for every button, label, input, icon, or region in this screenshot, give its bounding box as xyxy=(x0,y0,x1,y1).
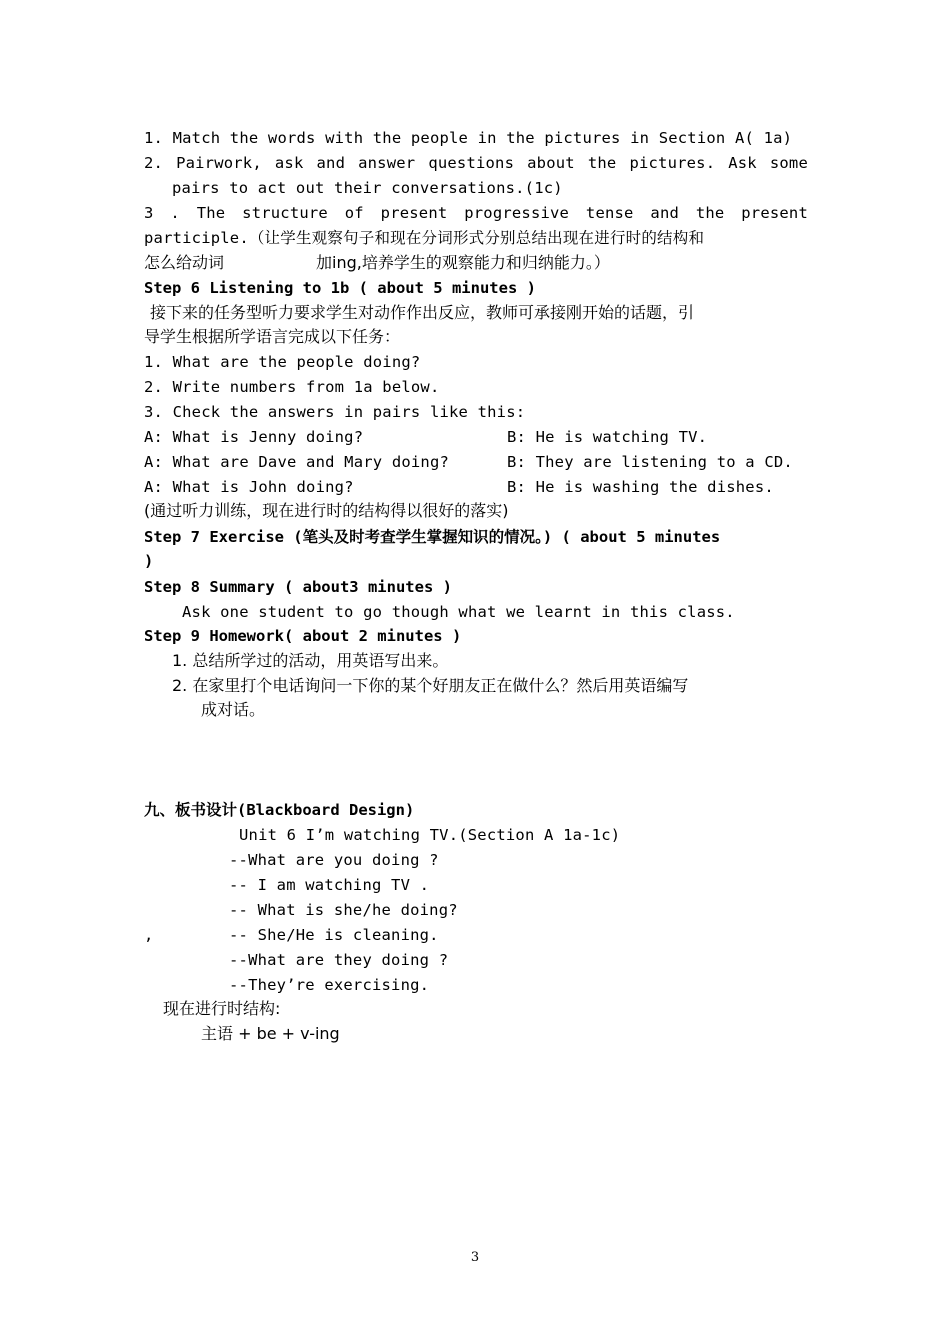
dialog-row xyxy=(144,427,808,447)
dialog-answer: B: He is watching TV. xyxy=(507,428,708,446)
step7-heading: Step 7 Exercise (笔头及时考查学生掌握知识的情况。) ( about 5 minutes xyxy=(144,528,721,546)
section-a-item-1: 1. Match the words with the people in the pictures in Section A( 1a) xyxy=(144,129,793,147)
blackboard-line: -- She/He is cleaning. xyxy=(229,926,439,944)
blackboard-line: -- What is she/he doing? xyxy=(229,901,458,919)
blackboard-line: --What are you doing ? xyxy=(229,851,439,869)
dialog-question: A: What are Dave and Mary doing? xyxy=(144,453,450,471)
dialog-question: A: What is Jenny doing? xyxy=(144,428,364,446)
section-a-item-3-cont: participle.（让学生观察句子和现在分词形式分别总结出现在进行时的结构和 xyxy=(144,229,705,247)
page-number: 3 xyxy=(470,1250,480,1265)
homework-item-2-cont: 成对话。 xyxy=(201,700,266,719)
step6-task-2: 2. Write numbers from 1a below. xyxy=(144,378,440,396)
section-a-item-2-cont: pairs to act out their conversations.(1c) xyxy=(172,179,563,197)
section-a-item-2: 2. Pairwork, ask and answer questions about the pictures. Ask some xyxy=(144,154,808,172)
section-a-item-3-end-2: 加ing,培养学生的观察能力和归纳能力。） xyxy=(316,253,610,272)
homework-item-2: 2. 在家里打个电话询问一下你的某个好朋友正在做什么？然后用英语编写 xyxy=(172,676,689,695)
dialog-answer: B: They are listening to a CD. xyxy=(507,453,793,471)
section-a-item-3-end-1: 怎么给动词 xyxy=(144,253,225,272)
blackboard-line: --What are they doing ? xyxy=(229,951,449,969)
dialog-question: A: What is John doing? xyxy=(144,478,354,496)
step8-text: Ask one student to go though what we learnt in this class. xyxy=(182,603,735,621)
dialog-row xyxy=(144,452,808,472)
step8-heading: Step 8 Summary ( about3 minutes ) xyxy=(144,578,452,596)
step6-intro-1: 接下来的任务型听力要求学生对动作作出反应，教师可承接刚开始的话题，引 xyxy=(150,303,695,322)
dialog-row xyxy=(144,477,808,497)
blackboard-line: --They’re exercising. xyxy=(229,976,430,994)
section-a-item-3: 3 . The structure of present progressive tense and the present xyxy=(144,204,808,222)
step6-heading: Step 6 Listening to 1b ( about 5 minutes ) xyxy=(144,279,536,297)
blackboard-line: -- I am watching TV . xyxy=(229,876,430,894)
structure-formula: 主语 + be + v-ing xyxy=(201,1024,340,1043)
stray-comma: , xyxy=(144,926,154,944)
step6-task-1: 1. What are the people doing? xyxy=(144,353,421,371)
homework-item-1: 1. 总结所学过的活动，用英语写出来。 xyxy=(172,651,449,670)
step6-task-3: 3. Check the answers in pairs like this: xyxy=(144,403,526,421)
step6-intro-2: 导学生根据所学语言完成以下任务： xyxy=(144,327,401,346)
dialog-answer: B: He is washing the dishes. xyxy=(507,478,774,496)
structure-label: 现在进行时结构: xyxy=(163,999,281,1018)
blackboard-title: Unit 6 I’m watching TV.(Section A 1a-1c) xyxy=(239,826,621,844)
step9-heading: Step 9 Homework( about 2 minutes ) xyxy=(144,627,462,645)
step7-heading-cont: ) xyxy=(144,552,154,570)
blackboard-heading: 九、板书设计(Blackboard Design) xyxy=(144,801,415,819)
step6-note: (通过听力训练，现在进行时的结构得以很好的落实) xyxy=(144,501,509,520)
